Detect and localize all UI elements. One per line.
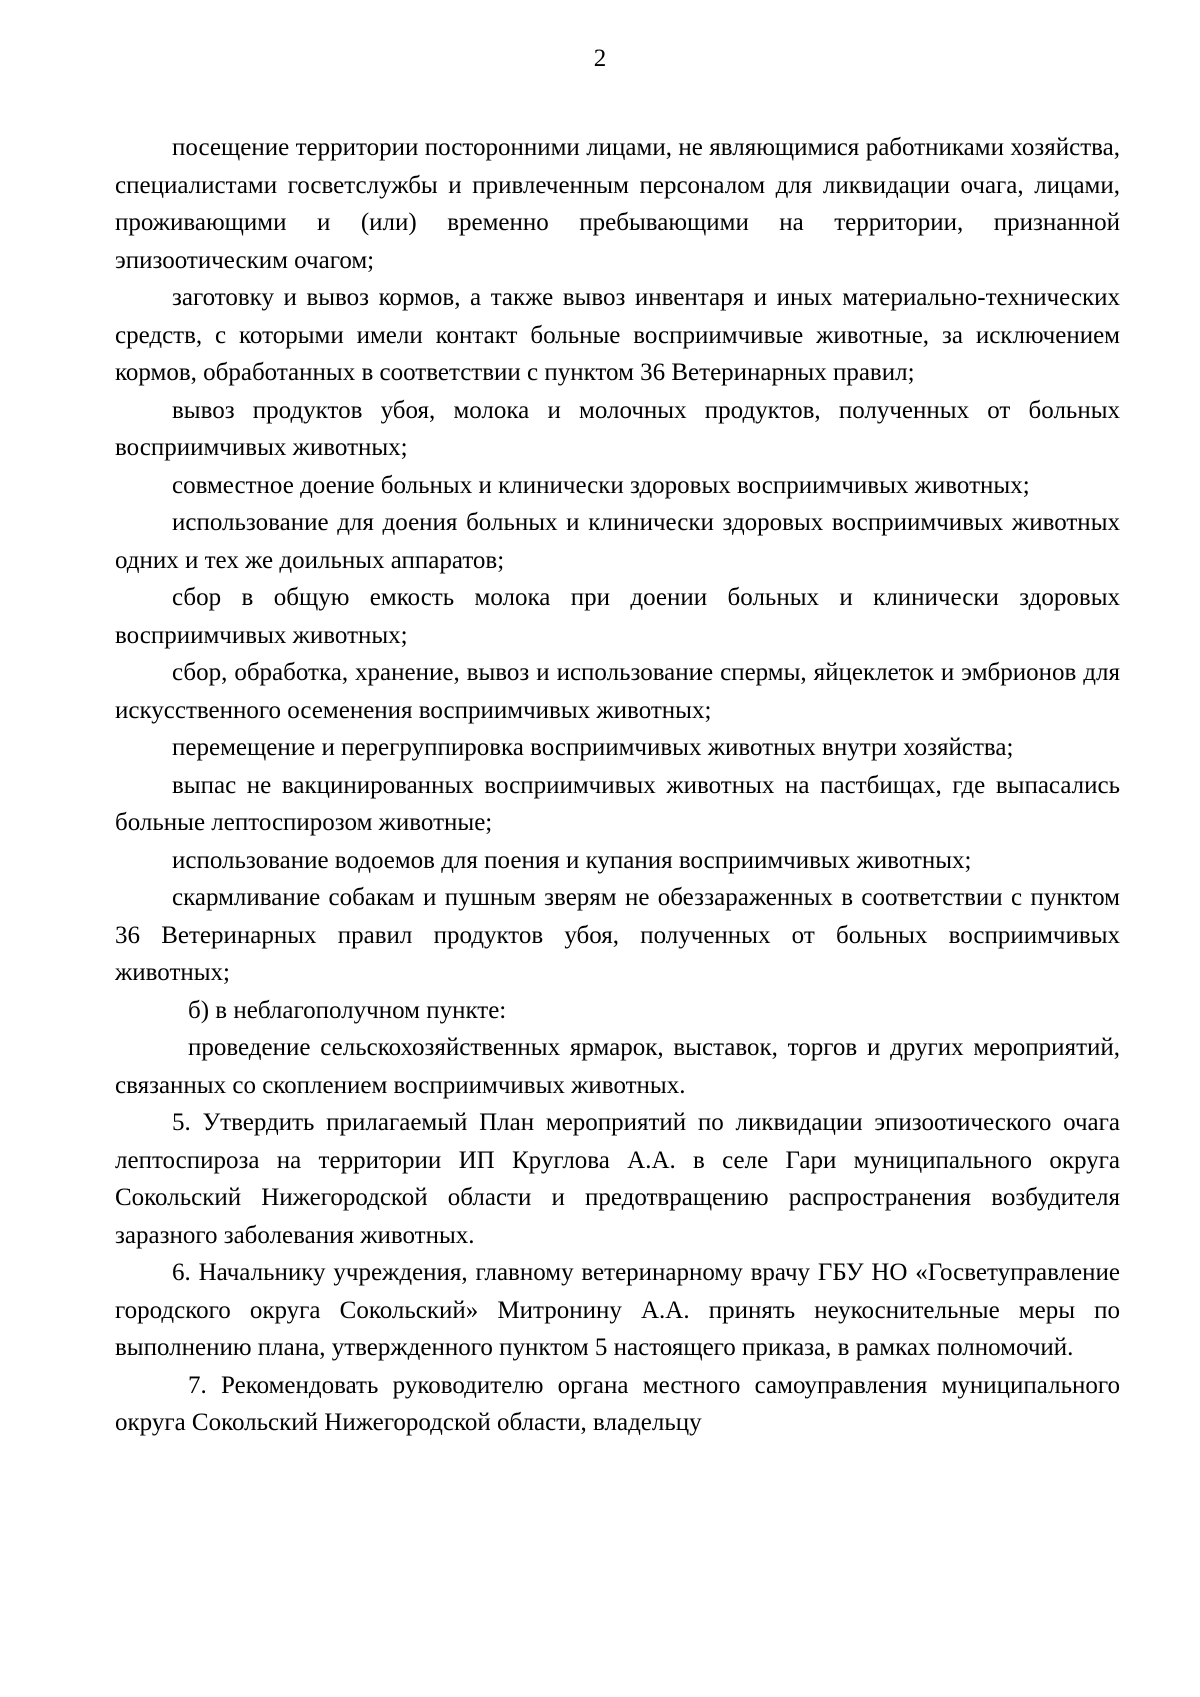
- page-number: 2: [593, 45, 607, 72]
- paragraph-subpoint-b: б) в неблагополучном пункте:: [188, 996, 507, 1024]
- document-body: [115, 129, 1120, 1442]
- paragraph-feeding-dogs: скармливание собакам и пушным зверям не обеззараженных в соответствии с пунктом 36 Ветеринарных правил продуктов убоя, полученных от больных восприимчивых животных;: [115, 884, 1120, 986]
- paragraph-item-5: 5. Утвердить прилагаемый План мероприятий по ликвидации эпизоотического очага лептоспироза на территории ИП Круглова А.А. в селе Гари муниципального округа Сокольский Нижегородской области и предотвращению распространения возбудителя заразного заболевания животных.: [115, 1109, 1120, 1249]
- paragraph-water-bodies: использование водоемов для поения и купания восприимчивых животных;: [172, 846, 972, 874]
- paragraph-slaughter-products: вывоз продуктов убоя, молока и молочных продуктов, полученных от больных восприимчивых животных;: [115, 396, 1120, 461]
- paragraph-fairs: проведение сельскохозяйственных ярмарок, выставок, торгов и других мероприятий, связанных со скоплением восприимчивых животных.: [115, 1034, 1120, 1099]
- paragraph-item-7: 7. Рекомендовать руководителю органа местного самоуправления муниципального округа Сокольский Нижегородской области, владельцу: [115, 1371, 1120, 1436]
- paragraph-regrouping: перемещение и перегруппировка восприимчивых животных внутри хозяйства;: [172, 734, 1014, 761]
- paragraph-feed-harvest: заготовку и вывоз кормов, а также вывоз инвентаря и иных материально-технических средств, с которыми имели контакт больные восприимчивые животные, за исключением кормов, обработанных в соответствии с пунктом 36 Ветеринарных правил;: [115, 284, 1120, 386]
- paragraph-joint-milking: совместное доение больных и клинически здоровых восприимчивых животных;: [172, 471, 1030, 499]
- paragraph-milking-machines: использование для доения больных и клинически здоровых восприимчивых животных одних и тех же доильных аппаратов;: [115, 509, 1120, 574]
- paragraph-milk-collection: сбор в общую емкость молока при доении больных и клинически здоровых восприимчивых животных;: [115, 584, 1120, 649]
- paragraph-semen-handling: сбор, обработка, хранение, вывоз и использование спермы, яйцеклеток и эмбрионов для искусственного осеменения восприимчивых животных;: [115, 659, 1120, 724]
- paragraph-grazing: выпас не вакцинированных восприимчивых животных на пастбищах, где выпасались больные лептоспирозом животные;: [115, 771, 1120, 836]
- paragraph-item-6: 6. Начальнику учреждения, главному ветеринарному врачу ГБУ НО «Госветуправление городского округа Сокольский» Митронину А.А. принять неукоснительные меры по выполнению плана, утвержденного пунктом 5 настоящего приказа, в рамках полномочий.: [115, 1259, 1120, 1361]
- paragraph-visit-territory: посещение территории посторонними лицами, не являющимися работниками хозяйства, специалистами госветслужбы и привлеченным персоналом для ликвидации очага, лицами, проживающими и (или) временно пребывающими на территории, признанной эпизоотическим очагом;: [115, 134, 1120, 274]
